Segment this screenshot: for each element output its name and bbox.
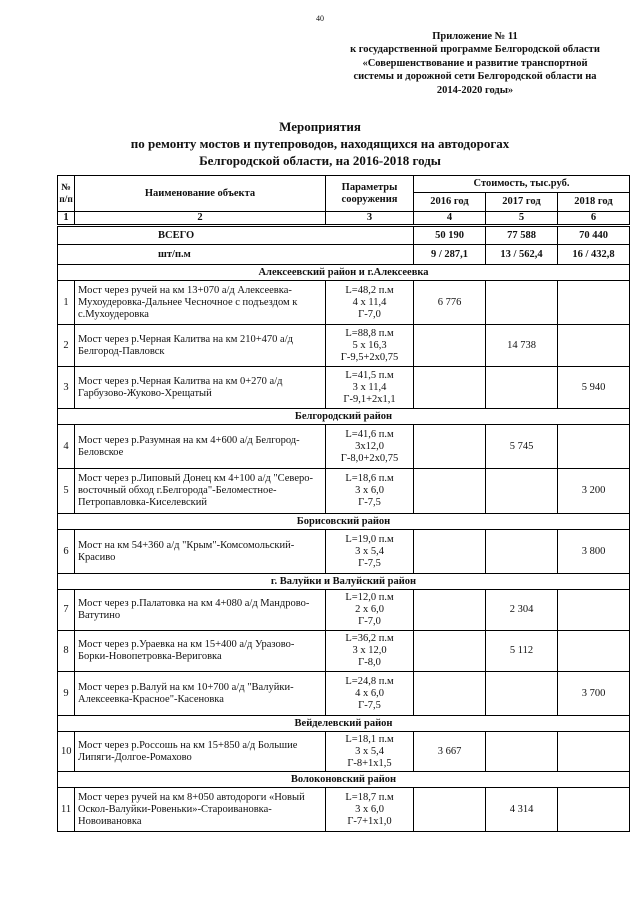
header-num: № п/п: [58, 176, 75, 212]
table-row: [58, 425, 630, 469]
total-row: [58, 226, 630, 245]
title-line: Белгородской области, на 2016-2018 годы: [199, 153, 441, 168]
param-spans: 3 х 5,4: [355, 745, 384, 757]
table-row: [58, 672, 630, 716]
cost-2018: [558, 325, 630, 367]
appendix-line: 2014-2020 годы»: [436, 84, 514, 96]
param-spans: 5 х 16,3: [352, 339, 387, 351]
row-num: 10: [58, 732, 75, 772]
section-title: Белгородский район: [58, 409, 630, 425]
appendix-line: «Совершенствование и развитие транспортной: [362, 57, 588, 69]
object-name: Мост через р.Валуй на км 10+700 а/д "Валуйки-Алексеевка-Красное"-Касеновка: [75, 672, 326, 716]
param-gauge: Г-7,0: [358, 308, 381, 320]
cost-2017: 14 738: [486, 325, 558, 367]
colnum: 3: [326, 212, 414, 226]
param-length: L=48,2 п.м: [345, 284, 394, 296]
section-row: [58, 716, 630, 732]
header-cost: Стоимость, тыс.руб.: [414, 176, 630, 193]
cost-2016: [414, 530, 486, 574]
section-row: [58, 772, 630, 788]
units-2018: 16 / 432,8: [558, 245, 630, 265]
cost-2017: 4 314: [486, 788, 558, 832]
cost-2016: [414, 367, 486, 409]
cost-2017: 5 112: [486, 631, 558, 672]
table-row: [58, 590, 630, 631]
cost-2016: 6 776: [414, 281, 486, 325]
param-spans: 3 х 6,0: [355, 485, 384, 496]
cost-2017: 2 304: [486, 590, 558, 631]
param-length: L=19,0 п.м: [345, 533, 394, 545]
cost-2016: [414, 788, 486, 832]
column-numbers-row: [58, 212, 630, 226]
cost-2017: [486, 530, 558, 574]
param-length: L=18,1 п.м: [345, 733, 394, 745]
cost-2018: 3 800: [558, 530, 630, 574]
params-cell: [326, 281, 414, 325]
total-2018: 70 440: [558, 226, 630, 245]
cost-2018: 3 200: [558, 469, 630, 514]
param-spans: 3 х 6,0: [355, 803, 384, 815]
row-num: 9: [58, 672, 75, 716]
param-spans: 3 х 11,4: [352, 381, 387, 393]
param-gauge: Г-7+1х1,0: [347, 815, 392, 827]
section-title: Борисовский район: [58, 514, 630, 530]
param-spans: 3 х 5,4: [355, 545, 384, 557]
object-name: Мост через р.Палатовка на км 4+080 а/д Мандрово-Ватутино: [75, 590, 326, 631]
table-row: [58, 281, 630, 325]
total-2017: 77 588: [486, 226, 558, 245]
bridges-table: [57, 175, 630, 832]
header-params: Параметры сооружения: [326, 176, 414, 212]
params-cell: [326, 530, 414, 574]
param-gauge: Г-7,5: [358, 557, 381, 569]
units-label: шт/п.м: [58, 245, 414, 265]
section-row: [58, 409, 630, 425]
row-num: 3: [58, 367, 75, 409]
units-2016: 9 / 287,1: [414, 245, 486, 265]
param-length: L=18,6 п.м: [345, 473, 394, 484]
param-gauge: Г-9,5+2х0,75: [340, 351, 399, 363]
param-length: L=36,2 п.м: [345, 633, 394, 644]
param-gauge: Г-7,0: [358, 616, 381, 627]
table-row: [58, 469, 630, 514]
object-name: Мост на км 54+360 а/д "Крым"-Комсомольский-Красиво: [75, 530, 326, 574]
cost-2016: [414, 672, 486, 716]
object-name: Мост через р.Липовый Донец км 4+100 а/д "Северо-восточный обход г.Белгорода"-Беломестное-Петропавловка-Киселевский: [75, 469, 326, 514]
cost-2018: [558, 425, 630, 469]
params-cell: [326, 590, 414, 631]
param-gauge: Г-7,5: [358, 699, 381, 711]
section-row: [58, 265, 630, 281]
param-gauge: Г-8+1х1,5: [347, 757, 392, 769]
params-cell: [326, 367, 414, 409]
colnum: 4: [414, 212, 486, 226]
table-row: [58, 788, 630, 832]
param-gauge: Г-8,0+2х0,75: [340, 452, 399, 464]
object-name: Мост через р.Разумная на км 4+600 а/д Белгород-Беловское: [75, 425, 326, 469]
object-name: Мост через ручей на км 8+050 автодороги «Новый Оскол-Валуйки-Ровеньки»-Староивановка-Новоивановка: [75, 788, 326, 832]
param-spans: 4 х 11,4: [352, 296, 387, 308]
params-cell: [326, 672, 414, 716]
param-spans: 3х12,0: [355, 440, 384, 452]
row-num: 11: [58, 788, 75, 832]
appendix-line: к государственной программе Белгородской области: [350, 44, 600, 56]
header-2017: 2017 год: [486, 193, 558, 212]
params-cell: [326, 788, 414, 832]
cost-2018: [558, 788, 630, 832]
section-row: [58, 574, 630, 590]
header-row: [58, 176, 630, 193]
row-num: 2: [58, 325, 75, 367]
page-number: 40: [316, 14, 324, 23]
params-cell: [326, 425, 414, 469]
cost-2018: [558, 732, 630, 772]
appendix-header: [325, 30, 625, 97]
params-cell: [326, 732, 414, 772]
appendix-line: системы и дорожной сети Белгородской области на: [353, 71, 597, 83]
section-title: Алексеевский район и г.Алексеевка: [58, 265, 630, 281]
units-2017: 13 / 562,4: [486, 245, 558, 265]
total-label: ВСЕГО: [58, 226, 414, 245]
param-spans: 3 х 12,0: [352, 645, 387, 656]
param-length: L=41,6 п.м: [345, 428, 394, 440]
object-name: Мост через р.Черная Калитва на км 210+470 а/д Белгород-Павловск: [75, 325, 326, 367]
table-row: [58, 325, 630, 367]
appendix-title: Приложение № 11: [432, 31, 518, 42]
title-line: Мероприятия: [279, 119, 361, 134]
cost-2016: [414, 631, 486, 672]
title-line: по ремонту мостов и путепроводов, находящихся на автодорогах: [130, 136, 510, 151]
cost-2017: [486, 469, 558, 514]
row-num: 1: [58, 281, 75, 325]
param-spans: 2 х 6,0: [355, 604, 384, 615]
cost-2018: 5 940: [558, 367, 630, 409]
param-length: L=12,0 п.м: [345, 592, 394, 603]
header-2016: 2016 год: [414, 193, 486, 212]
cost-2017: [486, 367, 558, 409]
cost-2018: [558, 631, 630, 672]
section-title: г. Валуйки и Валуйский район: [58, 574, 630, 590]
units-row: [58, 245, 630, 265]
colnum: 1: [58, 212, 75, 226]
param-length: L=41,5 п.м: [345, 369, 394, 381]
cost-2016: [414, 425, 486, 469]
row-num: 4: [58, 425, 75, 469]
cost-2018: [558, 281, 630, 325]
param-length: L=88,8 п.м: [345, 327, 394, 339]
cost-2017: [486, 281, 558, 325]
document-title: [0, 118, 640, 169]
table-row: [58, 732, 630, 772]
table-row: [58, 530, 630, 574]
object-name: Мост через р.Россошь на км 15+850 а/д Большие Липяги-Долгое-Ромахово: [75, 732, 326, 772]
section-title: Вейделевский район: [58, 716, 630, 732]
params-cell: [326, 631, 414, 672]
params-cell: [326, 325, 414, 367]
param-spans: 4 х 6,0: [355, 687, 384, 699]
object-name: Мост через р.Ураевка на км 15+400 а/д Уразово-Борки-Новопетровка-Вериговка: [75, 631, 326, 672]
cost-2017: [486, 672, 558, 716]
row-num: 7: [58, 590, 75, 631]
header-name: Наименование объекта: [75, 176, 326, 212]
cost-2016: [414, 325, 486, 367]
header-2018: 2018 год: [558, 193, 630, 212]
table-row: [58, 631, 630, 672]
section-row: [58, 514, 630, 530]
object-name: Мост через р.Черная Калитва на км 0+270 а/д Гарбузово-Жуково-Хрещатый: [75, 367, 326, 409]
total-2016: 50 190: [414, 226, 486, 245]
colnum: 5: [486, 212, 558, 226]
cost-2017: 5 745: [486, 425, 558, 469]
object-name: Мост через ручей на км 13+070 а/д Алексеевка-Мухоудеровка-Дальнее Чесночное с подъездом к с.Мухоудеровка: [75, 281, 326, 325]
cost-2017: [486, 732, 558, 772]
row-num: 8: [58, 631, 75, 672]
table-row: [58, 367, 630, 409]
cost-2016: [414, 469, 486, 514]
param-gauge: Г-7,5: [358, 497, 381, 508]
param-gauge: Г-9,1+2х1,1: [343, 393, 396, 405]
params-cell: [326, 469, 414, 514]
section-title: Волоконовский район: [58, 772, 630, 788]
row-num: 6: [58, 530, 75, 574]
cost-2016: [414, 590, 486, 631]
param-gauge: Г-8,0: [358, 657, 381, 668]
cost-2018: 3 700: [558, 672, 630, 716]
cost-2016: 3 667: [414, 732, 486, 772]
colnum: 2: [75, 212, 326, 226]
param-length: L=18,7 п.м: [345, 791, 394, 803]
colnum: 6: [558, 212, 630, 226]
cost-2018: [558, 590, 630, 631]
row-num: 5: [58, 469, 75, 514]
param-length: L=24,8 п.м: [345, 675, 394, 687]
